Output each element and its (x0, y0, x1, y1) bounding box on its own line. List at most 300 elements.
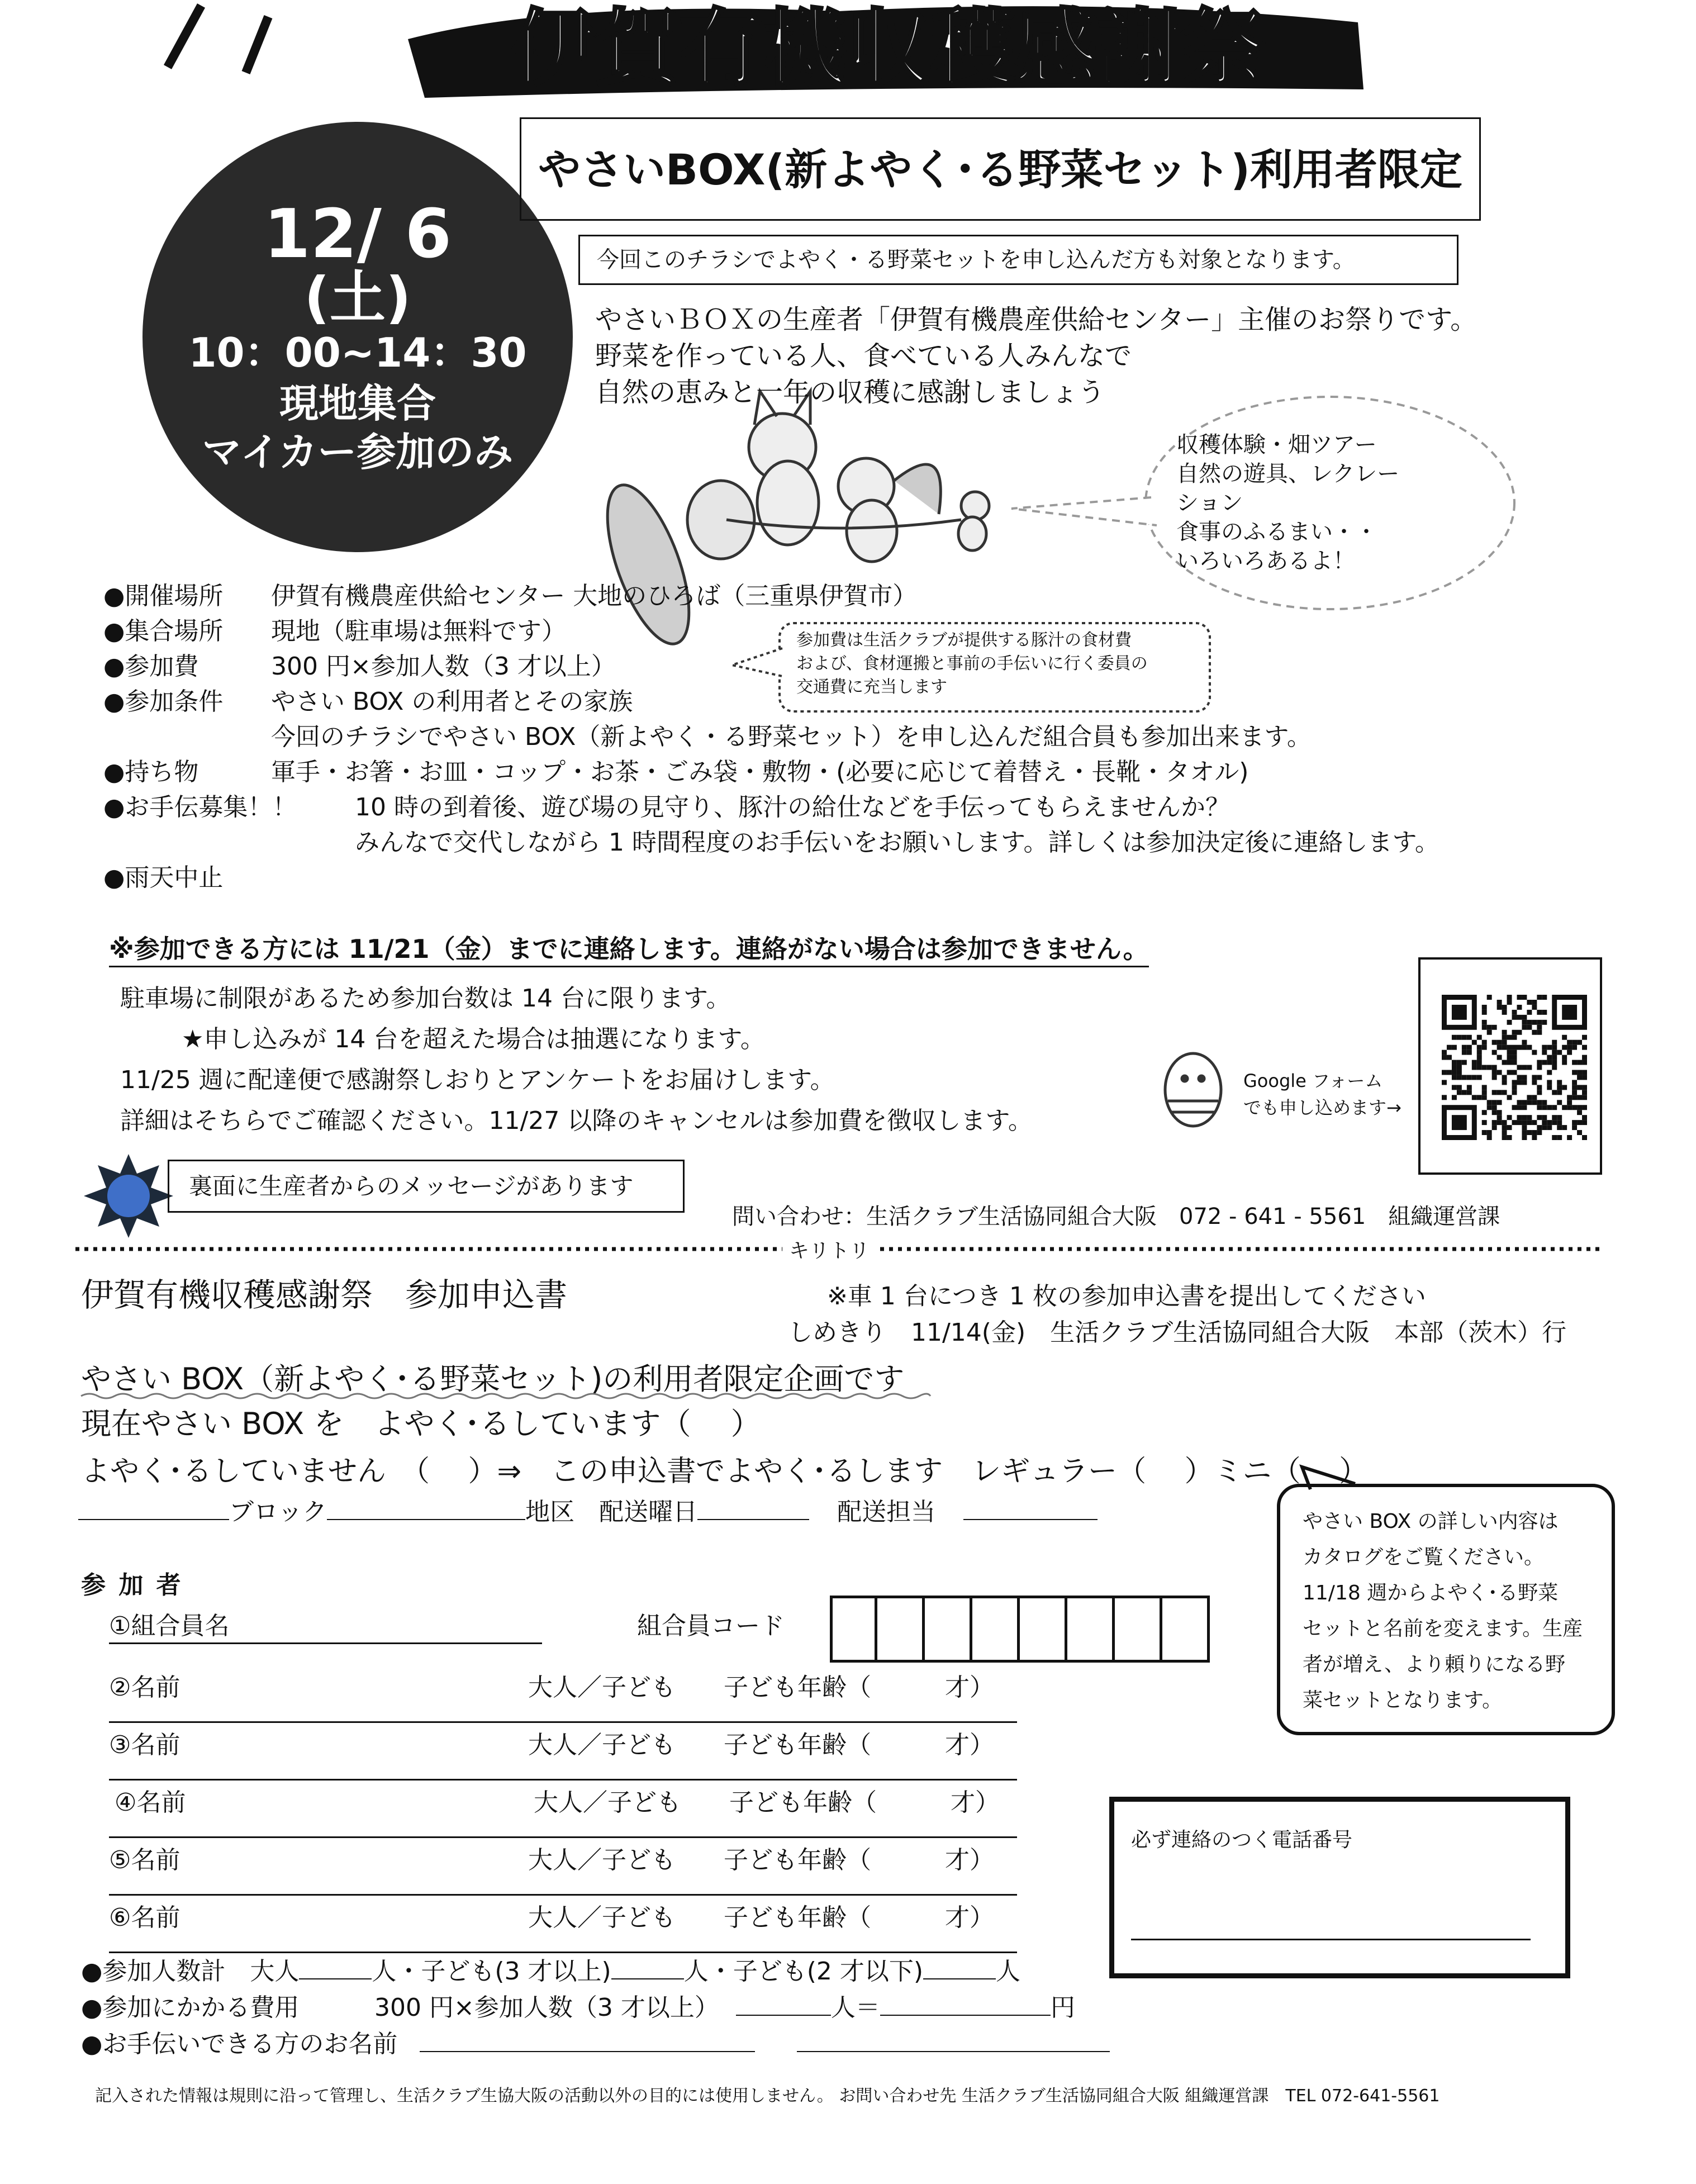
qr-module (1507, 1050, 1512, 1055)
qr-module (1502, 1120, 1507, 1125)
participant-row[interactable] (109, 1894, 1017, 1953)
qr-module (1572, 1105, 1577, 1110)
participant-row[interactable] (109, 1836, 1017, 1894)
qr-module (1457, 1035, 1462, 1040)
qr-module (1572, 1070, 1577, 1075)
qr-module (1487, 1130, 1492, 1135)
qr-module (1457, 1090, 1462, 1095)
qr-module (1567, 1040, 1572, 1045)
qr-module (1582, 1090, 1587, 1095)
qr-module (1487, 1100, 1492, 1105)
qr-module (1542, 1105, 1547, 1110)
qr-module (1547, 1055, 1552, 1060)
row-name: ②名前 (109, 1673, 180, 1702)
helper-name-blank[interactable] (420, 2026, 755, 2052)
qr-module (1492, 1100, 1497, 1105)
qr-module (1567, 1135, 1572, 1140)
code-digit-box[interactable] (830, 1596, 877, 1663)
qr-module (1522, 1105, 1527, 1110)
cost-person: 人＝ (830, 1993, 880, 2022)
qr-module (1517, 1005, 1522, 1010)
qr-module (1527, 1120, 1532, 1125)
qr-module (1507, 1000, 1512, 1005)
activity-list (1176, 430, 1399, 576)
row-age[interactable]: 子ども年齢（ 才） (724, 1731, 994, 1759)
detail-value: 現地（駐車場は無料です） (271, 617, 566, 645)
qr-module (1482, 1040, 1487, 1045)
code-digit-box[interactable] (877, 1596, 925, 1663)
qr-module (1567, 1100, 1572, 1105)
qr-module (1502, 1060, 1507, 1065)
qr-module (1482, 1065, 1487, 1070)
qr-module (1552, 1060, 1557, 1065)
qr-module (1507, 1035, 1512, 1040)
day-blank[interactable] (697, 1492, 809, 1520)
note-line: 詳細はそちらでご確認ください。11/27 以降のキャンセルは参加費を徴収します。 (120, 1107, 1033, 1135)
qr-module (1557, 1080, 1562, 1085)
qr-module (1477, 1095, 1482, 1100)
qr-module (1567, 1095, 1572, 1100)
code-digit-box[interactable] (1115, 1596, 1162, 1663)
qr-module (1517, 1115, 1522, 1120)
subtitle-box: やさいBOX(新よやく･る野菜セット)利用者限定 (520, 117, 1481, 221)
qr-module (1462, 1075, 1467, 1080)
qr-module (1527, 1065, 1532, 1070)
qr-module (1582, 1075, 1587, 1080)
activity-line: 収穫体験・畑ツアー (1176, 432, 1377, 458)
qr-module (1502, 1010, 1507, 1015)
qr-module (1582, 1135, 1587, 1140)
qr-module (1512, 1015, 1517, 1020)
contact-notes (120, 978, 1033, 1141)
cost-formula: 300 円×参加人数（3 才以上） (374, 1993, 719, 2022)
qr-module (1537, 1030, 1542, 1035)
qr-module (1537, 1130, 1542, 1135)
qr-module (1447, 1055, 1452, 1060)
qr-module (1512, 1085, 1517, 1090)
qr-finder (1562, 1005, 1577, 1020)
inquiry: 問い合わせ：生活クラブ生活協同組合大阪 072 - 641 - 5561 組織運営課 (732, 1204, 1500, 1229)
qr-module (1537, 1025, 1542, 1030)
qr-module (1457, 1085, 1462, 1090)
qr-module (1532, 1080, 1537, 1085)
qr-module (1517, 1080, 1522, 1085)
qr-module (1517, 1120, 1522, 1125)
qr-module (1557, 1120, 1562, 1125)
qr-module (1492, 1110, 1497, 1115)
code-digit-box[interactable] (1020, 1596, 1067, 1663)
qr-module (1517, 995, 1522, 1000)
district-label: 地区 配送曜日 (525, 1498, 698, 1526)
note-line: 11/25 週に配達便で感謝祭しおりとアンケートをお届けします。 (120, 1066, 835, 1094)
total-count-row (81, 1953, 1020, 1988)
qr-module (1452, 1085, 1457, 1090)
qr-module (1522, 1065, 1527, 1070)
phone-line[interactable] (1131, 1939, 1531, 1940)
fee-note-line: 交通費に充当します (796, 677, 947, 697)
qr-module (1552, 1090, 1557, 1095)
detail-label: ●参加費 (103, 652, 199, 681)
qr-module (1502, 1125, 1507, 1130)
qr-module (1532, 1130, 1537, 1135)
intro-line: やさいＢＯＸの生産者「伊賀有機農産供給センター」主催のお祭りです。 (595, 304, 1478, 335)
qr-module (1532, 1005, 1537, 1010)
qr-module (1537, 995, 1542, 1000)
qr-module (1542, 995, 1547, 1000)
qr-module (1542, 1060, 1547, 1065)
participant-row[interactable] (109, 1779, 1017, 1836)
mascot-illustration (1165, 1053, 1221, 1126)
qr-module (1502, 1040, 1507, 1045)
qr-module (1547, 1080, 1552, 1085)
qr-module (1572, 1120, 1577, 1125)
qr-module (1482, 1045, 1487, 1050)
cut-label: キリトリ (782, 1235, 876, 1264)
qr-module (1512, 1010, 1517, 1015)
info-line: やさい BOX の詳しい内容は (1303, 1510, 1559, 1533)
qr-module (1467, 1035, 1472, 1040)
total-label: ●参加人数計 大人 (81, 1957, 300, 1986)
qr-module (1522, 1025, 1527, 1030)
form-per-car: ※車 1 台につき 1 枚の参加申込書を提出してください (827, 1282, 1426, 1311)
row-age[interactable]: 子ども年齢（ 才） (724, 1903, 994, 1932)
qr-module (1557, 1090, 1562, 1095)
qr-module (1452, 1045, 1457, 1050)
qr-module (1477, 1035, 1482, 1040)
code-digit-box[interactable] (972, 1596, 1020, 1663)
qr-module (1442, 1070, 1447, 1075)
detail-value: 今回のチラシでやさい BOX（新よやく・る野菜セット）を申し込んだ組合員も参加出来ます。 (271, 723, 1312, 751)
qr-module (1442, 1095, 1447, 1100)
qr-module (1577, 1120, 1582, 1125)
qr-module (1582, 1070, 1587, 1075)
qr-module (1487, 1025, 1492, 1030)
code-digit-box[interactable] (1067, 1596, 1115, 1663)
code-digit-box[interactable] (925, 1596, 972, 1663)
intro-line: 野菜を作っている人、食べている人みんなで (595, 340, 1132, 372)
qr-module (1522, 1115, 1527, 1120)
row-type[interactable]: 大人／子ども (528, 1673, 676, 1702)
participant-rows (109, 1665, 1017, 1953)
qr-module (1497, 1000, 1502, 1005)
qr-module (1452, 1075, 1457, 1080)
qr-module (1562, 1125, 1567, 1130)
qr-module (1557, 1100, 1562, 1105)
qr-module (1522, 1020, 1527, 1025)
row-type[interactable]: 大人／子ども (528, 1731, 676, 1759)
qr-module (1492, 1065, 1497, 1070)
member-code-boxes[interactable] (830, 1596, 1210, 1663)
participant-row[interactable] (109, 1665, 1017, 1723)
qr-module (1572, 1125, 1577, 1130)
qr-module (1522, 1075, 1527, 1080)
detail-value: 軍手・お箸・お皿・コップ・お茶・ごみ袋・敷物・(必要に応じて着替え・長靴・タオル) (271, 758, 1249, 786)
qr-module (1577, 1060, 1582, 1065)
qr-module (1532, 1030, 1537, 1035)
qr-module (1512, 1035, 1517, 1040)
event-car: マイカー参加のみ (202, 429, 514, 476)
qr-module (1562, 1035, 1567, 1040)
qr-module (1492, 1090, 1497, 1095)
qr-module (1482, 1005, 1487, 1010)
qr-module (1472, 1075, 1477, 1080)
qr-module (1537, 1105, 1542, 1110)
qr-module (1482, 1120, 1487, 1125)
qr-module (1582, 1115, 1587, 1120)
qr-module (1512, 1030, 1517, 1035)
detail-label: ●参加条件 (103, 687, 224, 716)
qr-module (1477, 1065, 1482, 1070)
fee-note-line: 参加費は生活クラブが提供する豚汁の食材費 (796, 630, 1132, 650)
qr-module (1567, 1050, 1572, 1055)
qr-module (1557, 1135, 1562, 1140)
block-label: ブロック (229, 1498, 327, 1526)
qr-module (1497, 1055, 1502, 1060)
qr-module (1507, 1070, 1512, 1075)
qr-module (1507, 995, 1512, 1000)
qr-module (1467, 1085, 1472, 1090)
qr-module (1562, 1085, 1567, 1090)
qr-module (1532, 1000, 1537, 1005)
block-blank[interactable] (78, 1492, 229, 1520)
qr-module (1547, 1125, 1552, 1130)
child-count-blank[interactable] (611, 1953, 684, 1979)
qr-module (1547, 1120, 1552, 1125)
qr-module (1532, 1095, 1537, 1100)
qr-module (1552, 1050, 1557, 1055)
qr-module (1517, 1105, 1522, 1110)
row-age[interactable]: 子ども年齢（ 才） (724, 1846, 994, 1874)
qr-module (1552, 1055, 1557, 1060)
cost-total-blank[interactable] (880, 1990, 1051, 2016)
qr-module (1532, 1020, 1537, 1025)
qr-module (1507, 1020, 1512, 1025)
slash-mark (168, 6, 201, 67)
qr-module (1502, 1005, 1507, 1010)
qr-module (1572, 1040, 1577, 1045)
qr-module (1467, 1075, 1472, 1080)
qr-module (1482, 1095, 1487, 1100)
qr-module (1467, 1090, 1472, 1095)
activity-line: ション (1176, 490, 1243, 516)
qr-module (1452, 1070, 1457, 1075)
qr-module (1512, 1050, 1517, 1055)
qr-module (1577, 1040, 1582, 1045)
qr-module (1477, 1075, 1482, 1080)
qr-module (1492, 1050, 1497, 1055)
qr-module (1507, 1045, 1512, 1050)
qr-module (1527, 1045, 1532, 1050)
qr-module (1482, 1130, 1487, 1135)
qr-module (1512, 1080, 1517, 1085)
info-line: カタログをご覧ください。 (1303, 1546, 1545, 1569)
qr-module (1457, 1060, 1462, 1065)
code-digit-box[interactable] (1162, 1596, 1210, 1663)
qr-module (1572, 1085, 1577, 1090)
detail-value: みんなで交代しながら 1 時間程度のお手伝いをお願いします。詳しくは参加決定後に連絡します。 (355, 828, 1440, 857)
qr-module (1502, 1045, 1507, 1050)
row-name: ⑥名前 (109, 1903, 180, 1932)
qr-module (1507, 1055, 1512, 1060)
phone-box[interactable] (1109, 1797, 1570, 1978)
qr-module (1542, 1010, 1547, 1015)
cost-row (81, 1990, 1075, 2024)
qr-module (1502, 1075, 1507, 1080)
qr-module (1527, 1010, 1532, 1015)
qr-module (1537, 1010, 1542, 1015)
activity-line: いろいろあるよ！ (1176, 548, 1355, 574)
qr-module (1577, 1110, 1582, 1115)
infant-count-blank[interactable] (923, 1953, 996, 1979)
qr-module (1552, 1065, 1557, 1070)
qr-module (1502, 1135, 1507, 1140)
row-name: ③名前 (109, 1731, 180, 1759)
adult-count-blank[interactable] (299, 1953, 372, 1979)
qr-module (1542, 1100, 1547, 1105)
qr-module (1492, 1070, 1497, 1075)
qr-module (1497, 1045, 1502, 1050)
total-end: 人 (996, 1957, 1021, 1986)
qr-module (1552, 1120, 1557, 1125)
qr-module (1512, 1105, 1517, 1110)
qr-module (1507, 1135, 1512, 1140)
detail-value: 10 時の到着後、遊び場の見守り、豚汁の給仕などを手伝ってもらえませんか？ (355, 793, 1230, 822)
qr-module (1487, 1065, 1492, 1070)
slash-mark (246, 17, 268, 73)
qr-module (1467, 1050, 1472, 1055)
not-using-option[interactable]: よやく･るしていません （ ）⇒ この申込書でよやく･るします レギュラー（ ）ミニ（ ） (81, 1455, 1369, 1488)
reply-notice: ※参加できる方には 11/21（金）までに連絡します。連絡がない場合は参加できません。 (109, 933, 1149, 967)
qr-module (1552, 1135, 1557, 1140)
qr-module (1562, 1060, 1567, 1065)
qr-module (1482, 1010, 1487, 1015)
member-name-field[interactable]: ①組合員名 (109, 1609, 542, 1644)
note-line: ★申し込みが 14 台を超えた場合は抽選になります。 (182, 1025, 765, 1053)
qr-module (1502, 1030, 1507, 1035)
qr-module (1492, 1120, 1497, 1125)
qr-module (1482, 1090, 1487, 1095)
form-title: 伊賀有機収穫感謝祭 参加申込書 (81, 1276, 568, 1314)
qr-module (1582, 1085, 1587, 1090)
qr-module (1482, 1025, 1487, 1030)
qr-module (1487, 1030, 1492, 1035)
qr-module (1527, 1020, 1532, 1025)
qr-module (1462, 1050, 1467, 1055)
qr-module (1502, 1035, 1507, 1040)
qr-module (1582, 1120, 1587, 1125)
row-type[interactable]: 大人／子ども (528, 1903, 676, 1932)
cost-yen: 円 (1050, 1993, 1075, 2022)
qr-module (1557, 1115, 1562, 1120)
info-line: セットと名前を変えます。生産 (1303, 1617, 1583, 1640)
qr-module (1527, 1130, 1532, 1135)
using-option[interactable]: 現在やさい BOX を よやく･るしています（ ） (81, 1406, 761, 1441)
qr-module (1497, 1120, 1502, 1125)
qr-module (1492, 1040, 1497, 1045)
qr-module (1527, 1025, 1532, 1030)
qr-module (1502, 1080, 1507, 1085)
qr-module (1452, 1095, 1457, 1100)
qr-module (1452, 1035, 1457, 1040)
detail-value: やさい BOX の利用者とその家族 (271, 687, 633, 716)
activity-line: 食事のふるまい・・ (1176, 519, 1377, 545)
qr-module (1522, 1125, 1527, 1130)
qr-module (1517, 1075, 1522, 1080)
member-code-label: 組合員コード (637, 1612, 785, 1640)
qr-module (1537, 1060, 1542, 1065)
detail-value: 伊賀有機農産供給センター 大地のひろば（三重県伊賀市） (271, 582, 918, 610)
qr-module (1522, 1080, 1527, 1085)
qr-module (1582, 1045, 1587, 1050)
qr-module (1462, 1060, 1467, 1065)
row-type[interactable]: 大人／子ども (528, 1846, 676, 1874)
event-date: 12/ 6 (263, 196, 452, 273)
staff-blank[interactable] (963, 1492, 1098, 1520)
qr-module (1472, 1095, 1477, 1100)
row-name: ⑤名前 (109, 1846, 180, 1874)
qr-module (1542, 1115, 1547, 1120)
qr-module (1467, 1045, 1472, 1050)
qr-module (1527, 1000, 1532, 1005)
staff-label: 配送担当 (837, 1498, 936, 1526)
qr-module (1577, 1070, 1582, 1075)
event-details (103, 578, 1440, 895)
helper-row (81, 2026, 1110, 2060)
row-age[interactable]: 子ども年齢（ 才） (724, 1673, 994, 1702)
qr-module (1507, 1060, 1512, 1065)
district-blank[interactable] (327, 1492, 525, 1520)
qr-code[interactable] (1442, 984, 1587, 1151)
helper-name-blank[interactable] (797, 2026, 1110, 2052)
qr-module (1582, 1105, 1587, 1110)
google-form-note[interactable] (1243, 1067, 1402, 1121)
qr-module (1552, 1115, 1557, 1120)
qr-module (1482, 1020, 1487, 1025)
qr-module (1497, 1040, 1502, 1045)
speech-bubble-tail (1011, 497, 1157, 525)
qr-module (1507, 1125, 1512, 1130)
qr-module (1497, 1005, 1502, 1010)
info-bubble (1277, 1484, 1615, 1735)
cost-label: ●参加にかかる費用 (81, 1993, 300, 2022)
qr-module (1527, 1115, 1532, 1120)
info-line: 者が増え、より頼りになる野 (1303, 1653, 1566, 1676)
qr-module (1577, 1085, 1582, 1090)
delivery-row (78, 1492, 1098, 1528)
qr-module (1572, 1060, 1577, 1065)
qr-module (1512, 1090, 1517, 1095)
qr-module (1527, 1100, 1532, 1105)
qr-module (1452, 1060, 1457, 1065)
qr-module (1522, 1100, 1527, 1105)
qr-module (1542, 1120, 1547, 1125)
cost-count-blank[interactable] (736, 1990, 831, 2016)
participant-row[interactable] (109, 1723, 1017, 1779)
qr-module (1492, 1125, 1497, 1130)
qr-module (1522, 1040, 1527, 1045)
row-type[interactable]: 大人／子ども (534, 1788, 681, 1817)
row-age[interactable]: 子ども年齢（ 才） (729, 1788, 1000, 1817)
qr-module (1477, 1050, 1482, 1055)
qr-module (1497, 1100, 1502, 1105)
detail-label: ●雨天中止 (103, 863, 224, 892)
qr-module (1552, 1105, 1557, 1110)
qr-module (1472, 1060, 1477, 1065)
back-message-box: 裏面に生産者からのメッセージがあります (168, 1160, 685, 1213)
notice-box: 今回このチラシでよやく・る野菜セットを申し込んだ方も対象となります。 (578, 235, 1459, 285)
qr-module (1572, 1095, 1577, 1100)
fee-note (796, 629, 1148, 699)
